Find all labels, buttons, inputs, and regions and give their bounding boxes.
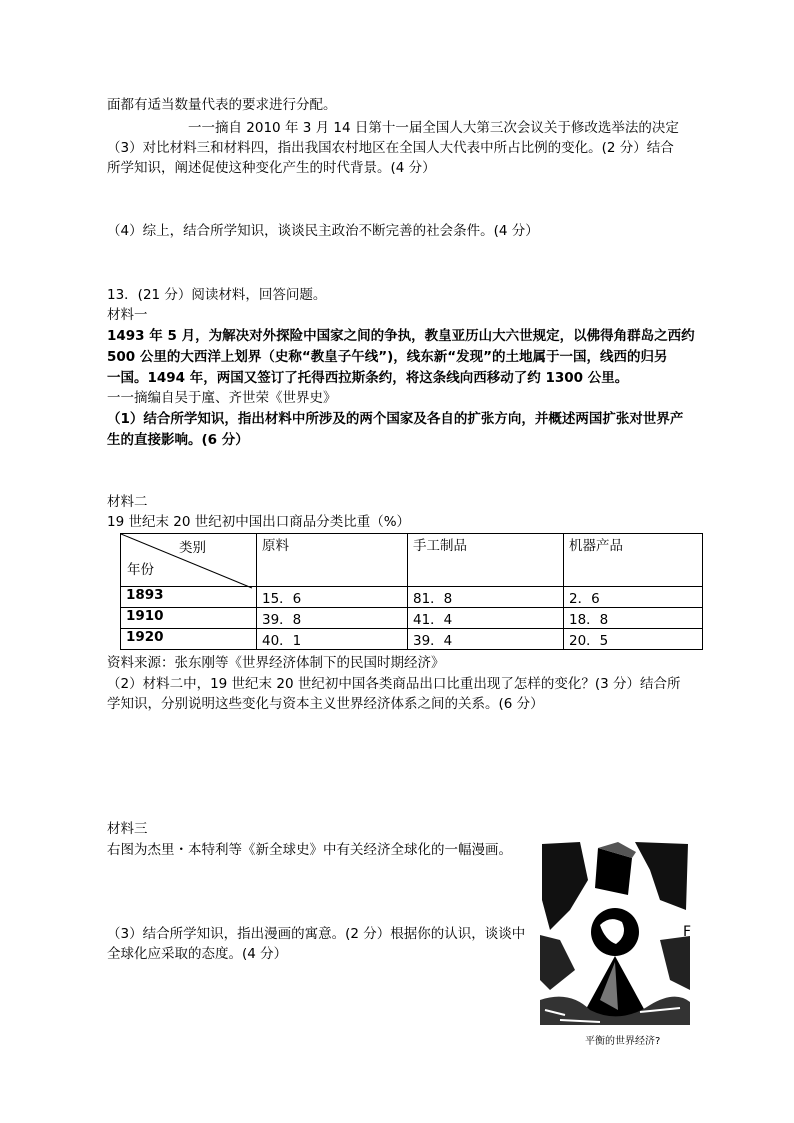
text-line: 面都有适当数量代表的要求进行分配。 bbox=[107, 97, 337, 113]
year-cell: 1893 bbox=[121, 587, 257, 608]
corner-year-label: 年份 bbox=[127, 562, 154, 578]
material-2-label: 材料二 bbox=[107, 494, 148, 510]
table-row bbox=[121, 608, 703, 629]
balancing-world-economy-cartoon-icon bbox=[540, 840, 690, 1050]
material-1-text: 500 公里的大西洋上划界（史称“教皇子午线”)，线东新“发现”的土地属于一国，线西的归另 bbox=[107, 349, 668, 365]
corner-category-label: 类别 bbox=[179, 540, 206, 556]
table-corner-cell bbox=[121, 534, 257, 587]
cartoon-edge-char: F bbox=[683, 924, 692, 940]
material-1-text: 1493 年 5 月，为解决对外探险中国家之间的争执，教皇亚历山大六世规定，以佛得角群岛之西约 bbox=[107, 328, 695, 344]
value-cell: 20．5 bbox=[564, 629, 703, 650]
export-share-table bbox=[120, 533, 703, 650]
year-cell: 1910 bbox=[121, 608, 257, 629]
value-cell: 39．8 bbox=[257, 608, 408, 629]
year-cell: 1920 bbox=[121, 629, 257, 650]
material-3-label: 材料三 bbox=[107, 821, 148, 837]
question-4: （4）综上，结合所学知识，谈谈民主政治不断完善的社会条件。(4 分） bbox=[107, 223, 539, 239]
value-cell: 18．8 bbox=[564, 608, 703, 629]
column-header: 原料 bbox=[257, 534, 408, 587]
value-cell: 81．8 bbox=[408, 587, 564, 608]
value-cell: 39．4 bbox=[408, 629, 564, 650]
material-1-text: 一国。1494 年，两国又签订了托得西拉斯条约，将这条线向西移动了约 1300 公里。 bbox=[107, 370, 629, 386]
question-13-heading: 13．(21 分）阅读材料，回答问题。 bbox=[107, 287, 327, 303]
table-row bbox=[121, 587, 703, 608]
material-1-label: 材料一 bbox=[107, 307, 148, 323]
value-cell: 15．6 bbox=[257, 587, 408, 608]
source-citation: 一一摘自 2010 年 3 月 14 日第十一届全国人大第三次会议关于修改选举法的决定 bbox=[188, 120, 679, 136]
column-header: 手工制品 bbox=[408, 534, 564, 587]
question-3-cont: 所学知识，阐述促使这种变化产生的时代背景。(4 分） bbox=[107, 160, 436, 176]
value-cell: 41．4 bbox=[408, 608, 564, 629]
table-source: 资料来源：张东刚等《世界经济体制下的民国时期经济》 bbox=[107, 655, 445, 671]
table-row bbox=[121, 629, 703, 650]
question-13-1-cont: 生的直接影响。(6 分） bbox=[107, 432, 249, 448]
question-3: （3）对比材料三和材料四，指出我国农村地区在全国人大代表中所占比例的变化。(2 分）结合 bbox=[107, 140, 674, 156]
question-13-2: （2）材料二中，19 世纪末 20 世纪初中国各类商品出口比重出现了怎样的变化？(3 分）结合所 bbox=[107, 676, 681, 692]
value-cell: 40．1 bbox=[257, 629, 408, 650]
column-header: 机器产品 bbox=[564, 534, 703, 587]
table-header-row bbox=[121, 534, 703, 587]
question-13-3-cont: 全球化应采取的态度。(4 分） bbox=[107, 946, 288, 962]
question-13-2-cont: 学知识，分别说明这些变化与资本主义世界经济体系之间的关系。(6 分） bbox=[107, 696, 544, 712]
question-13-1: （1）结合所学知识，指出材料中所涉及的两个国家及各自的扩张方向，并概述两国扩张对世界产 bbox=[107, 411, 684, 427]
question-13-3: （3）结合所学知识，指出漫画的寓意。(2 分）根据你的认识，谈谈中 bbox=[107, 926, 526, 942]
cartoon-caption: 平衡的世界经济? bbox=[585, 1036, 661, 1047]
table-title: 19 世纪末 20 世纪初中国出口商品分类比重（%） bbox=[107, 514, 411, 530]
material-3-text: 右图为杰里・本特利等《新全球史》中有关经济全球化的一幅漫画。 bbox=[107, 842, 512, 858]
value-cell: 2．6 bbox=[564, 587, 703, 608]
material-1-source: 一一摘编自吴于廑、齐世荣《世界史》 bbox=[107, 390, 337, 406]
